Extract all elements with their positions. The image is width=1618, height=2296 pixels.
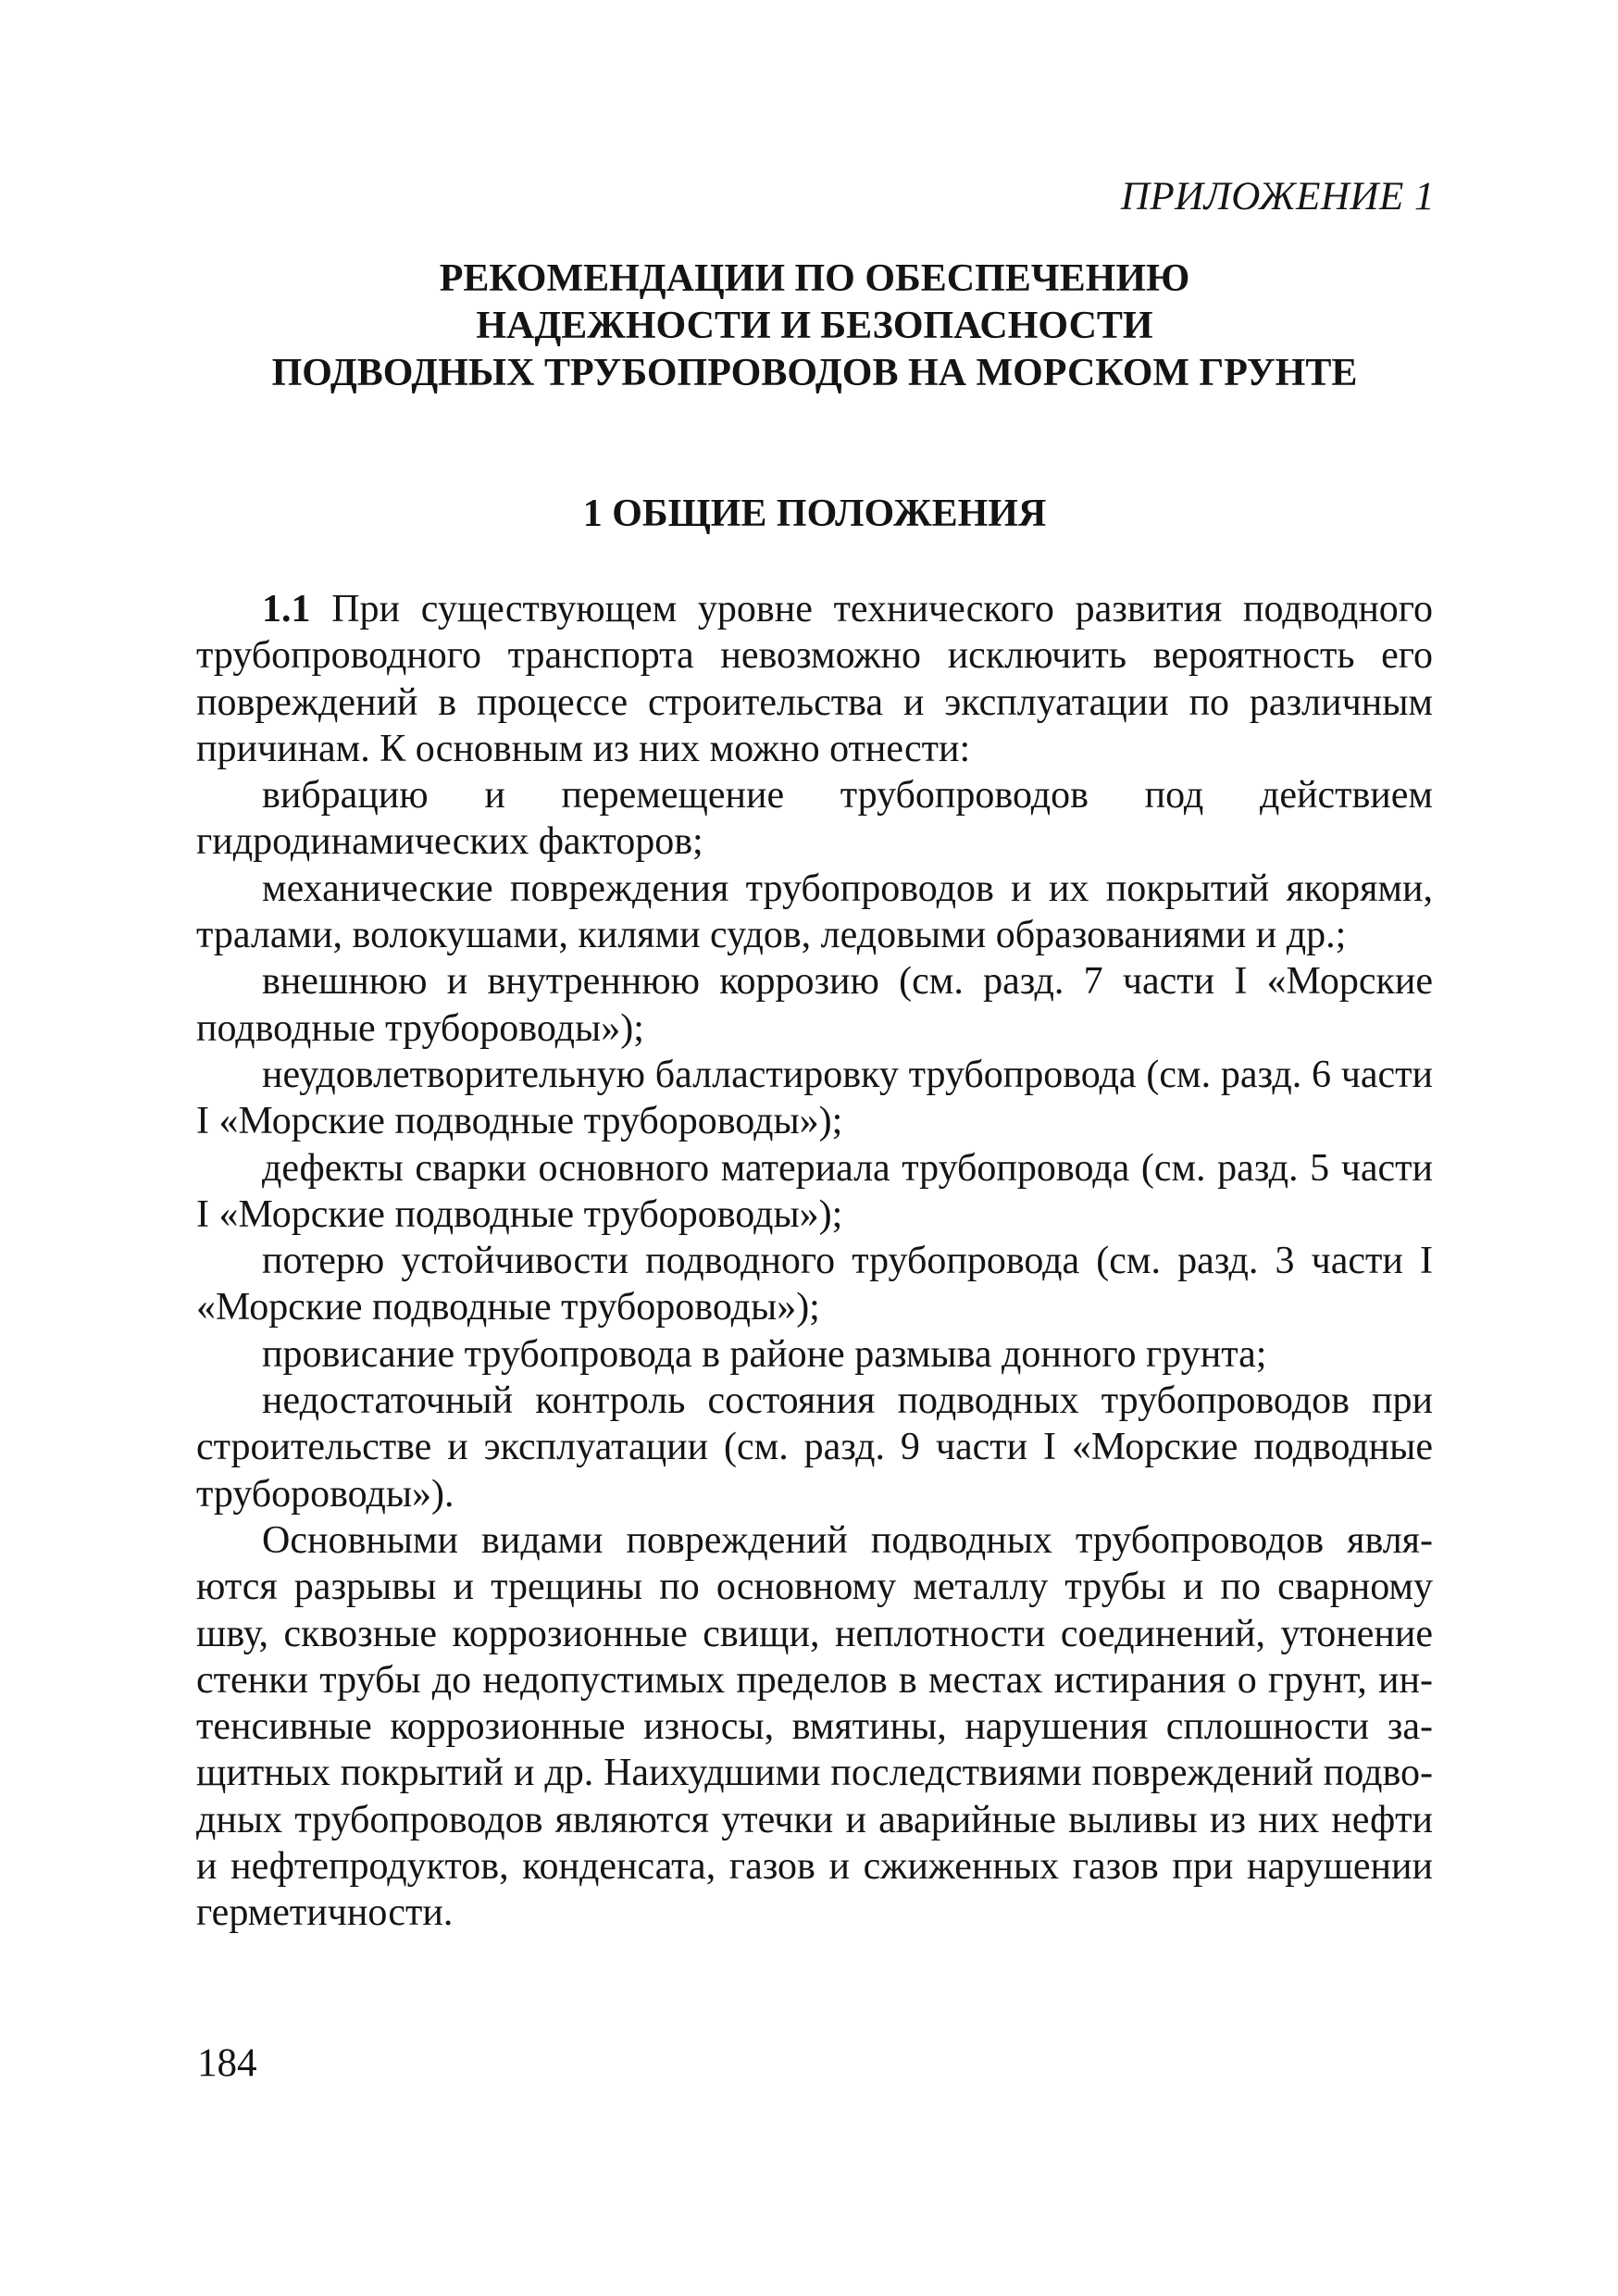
list-item: дефекты сварки основного материала трубопровода (см. разд. 5 части I «Морские подводные трубороводы»);: [196, 1146, 1433, 1236]
list-item: внешнюю и внутреннюю коррозию (см. разд. 7 части I «Морские подводные трубороводы»);: [196, 960, 1433, 1050]
list-item: недостаточный контроль состояния подводных трубопроводов при строительстве и эксплуатации (см. разд. 9 части I «Морские подводные трубороводы»).: [196, 1379, 1433, 1516]
list-item: механические повреждения трубопроводов и их покрытий якорями, тралами, волокушами, килями судов, ледовыми образованиями и др.;: [196, 867, 1433, 957]
page-number: 184: [197, 2041, 257, 2085]
document-title: [198, 256, 1431, 397]
title-line-2: НАДЕЖНОСТИ И БЕЗОПАСНОСТИ: [476, 305, 1153, 347]
clause-number: 1.1: [262, 588, 311, 630]
list-item: провисание трубопровода в районе размыва донного грунта;: [262, 1332, 1267, 1376]
list-item: вибрацию и перемещение трубопроводов под действием гидродинамических факторов;: [196, 774, 1433, 864]
list-item: потерю устойчивости подводного трубопровода (см. разд. 3 части I «Морские подводные трубороводы»);: [196, 1240, 1433, 1329]
body-text: [196, 586, 1433, 1937]
section-heading: 1 ОБЩИЕ ПОЛОЖЕНИЯ: [582, 493, 1047, 535]
paragraph-text: При существующем уровне технического развития подводного трубопроводного транспорта невозможно исключить вероятность его повреждений в процессе строительства и эксплуатации по различным причинам. К основным из них можно отнести:: [196, 588, 1433, 770]
paragraph-1-1: [196, 586, 1433, 772]
title-line-3: ПОДВОДНЫХ ТРУБОПРОВОДОВ НА МОРСКОМ ГРУНТЕ: [271, 352, 1358, 394]
appendix-label: ПРИЛОЖЕНИЕ 1: [1120, 175, 1435, 218]
title-line-1: РЕКОМЕНДАЦИИ ПО ОБЕСПЕЧЕНИЮ: [439, 257, 1190, 300]
list-item: неудовлетворительную балластировку трубопровода (см. разд. 6 части I «Морские подводные трубороводы»);: [196, 1053, 1433, 1143]
paragraph-damage-types: Основными видами повреждений подводных трубопроводов являются разрывы и трещины по основному металлу трубы и по сварному шву, сквозные коррозионные свищи, неплотности соединений, утонение стенки трубы до недопустимых пределов в местах истирания о грунт, интенсивные коррозионные износы, вмятины, нарушения сплошности защитных покрытий и др. Наихудшими последствиями повреждений подводных трубопроводов являются утечки и аварийные выливы из них нефти и нефтепродуктов, конденсата, газов и сжиженных газов при нарушении герметичности.: [196, 1518, 1433, 1935]
